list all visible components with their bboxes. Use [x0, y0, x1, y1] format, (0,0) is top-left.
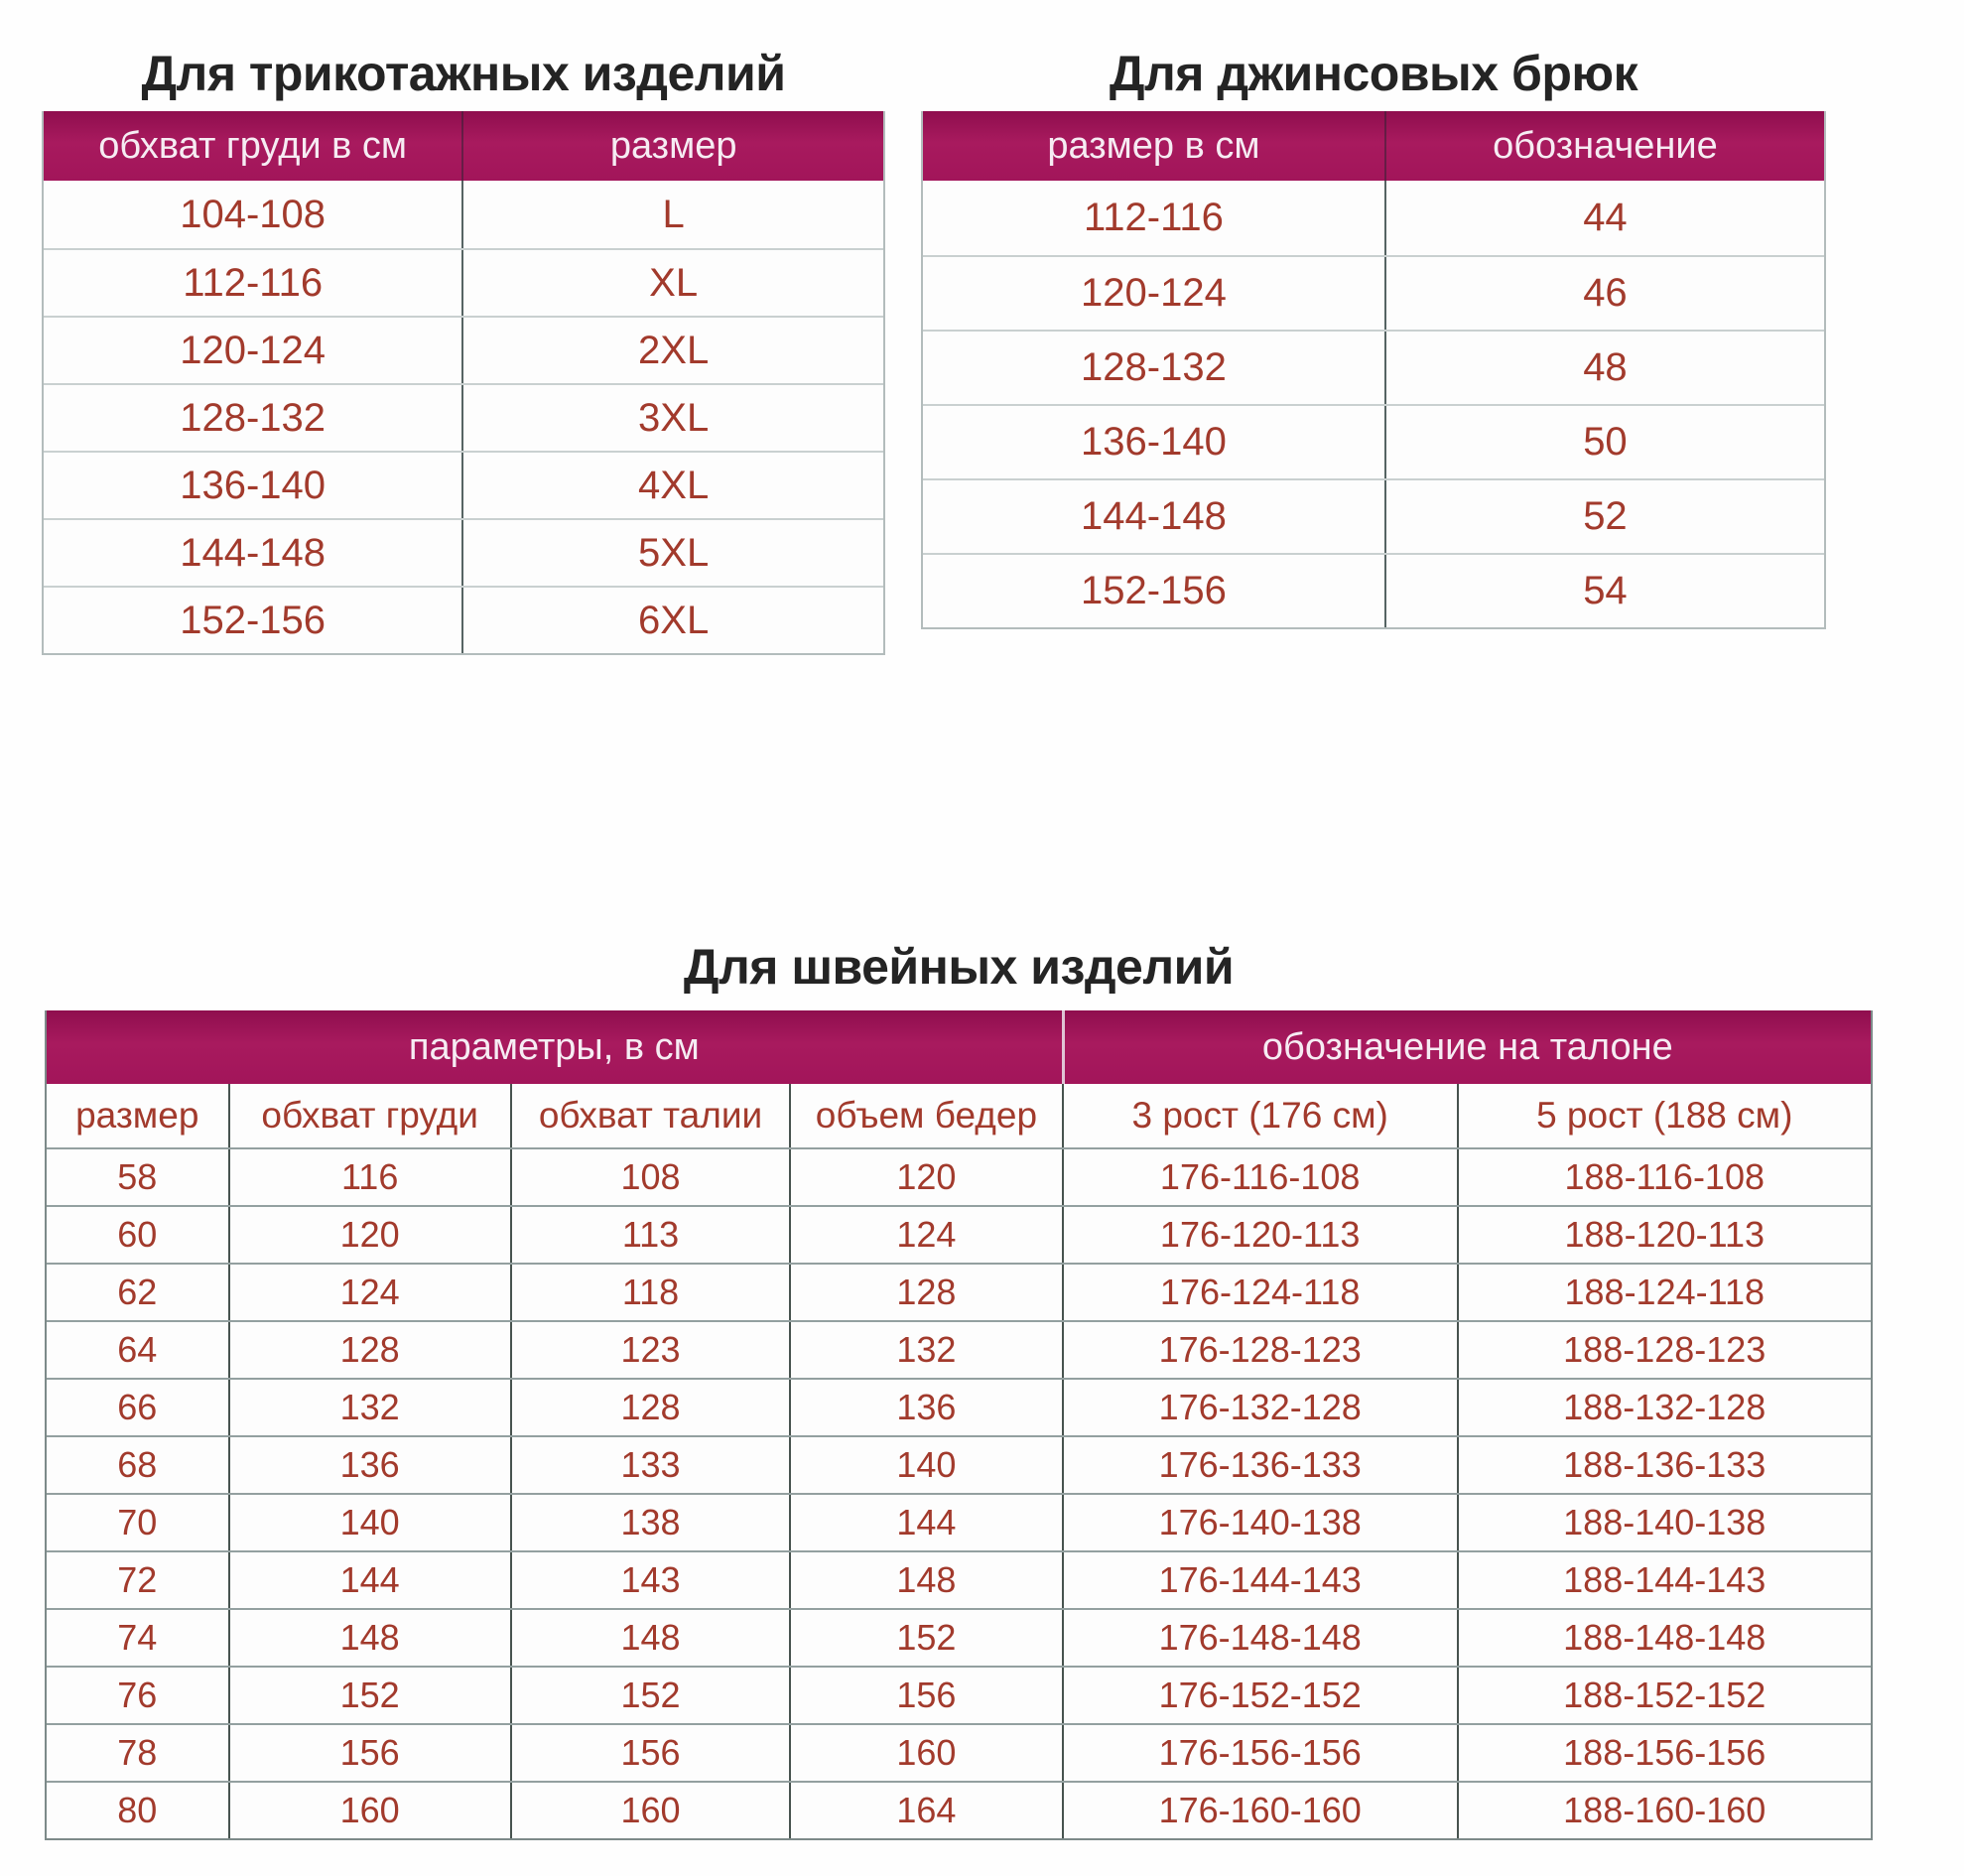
table-cell: 120-124 — [1081, 271, 1227, 315]
table-cell: 72 — [117, 1559, 158, 1600]
table-row — [923, 553, 1824, 627]
table-cell: 144-148 — [180, 530, 327, 575]
table-cell: 50 — [1384, 406, 1824, 478]
table-row — [47, 1608, 1871, 1666]
table-cell: 160 — [510, 1783, 789, 1838]
table-cell: 176-160-160 — [1062, 1783, 1457, 1838]
table-cell: 76 — [117, 1675, 158, 1715]
table-cell: 48 — [1384, 332, 1824, 404]
table-row — [44, 248, 883, 316]
table-cell: 4XL — [461, 453, 883, 518]
table-cell: XL — [461, 250, 883, 316]
table-row — [47, 1320, 1871, 1378]
table-cell: 2XL — [461, 318, 883, 383]
table-header-row — [44, 111, 883, 181]
table-row — [923, 255, 1824, 330]
column-header-height-188: 5 рост (188 см) — [1457, 1084, 1871, 1147]
table-cell: 176-136-133 — [1062, 1437, 1457, 1493]
table-cell: 80 — [117, 1790, 158, 1830]
table-row — [47, 1147, 1871, 1205]
group-header-designation: обозначение на талоне — [1062, 1010, 1871, 1084]
table-cell: 176-156-156 — [1062, 1725, 1457, 1781]
table-cell: 124 — [789, 1207, 1061, 1263]
table-cell: 152-156 — [180, 598, 327, 642]
table-cell: 176-148-148 — [1062, 1610, 1457, 1666]
table-cell: 113 — [510, 1207, 789, 1263]
group-header-parameters: параметры, в см — [408, 1025, 700, 1068]
table-cell: 60 — [117, 1214, 158, 1255]
sewing-size-table — [45, 1010, 1873, 1840]
table-cell: 188-136-133 — [1457, 1437, 1871, 1493]
table-cell: 152 — [510, 1668, 789, 1723]
table-cell: 116 — [228, 1149, 510, 1205]
table-row — [44, 518, 883, 586]
table-cell: 160 — [789, 1725, 1061, 1781]
table-cell: 136-140 — [1081, 420, 1227, 464]
table-cell: 176-140-138 — [1062, 1495, 1457, 1550]
table-cell: 152-156 — [1081, 569, 1227, 612]
table-cell: 133 — [510, 1437, 789, 1493]
table-group-header-row — [47, 1010, 1871, 1084]
table-cell: 176-132-128 — [1062, 1380, 1457, 1435]
table-row — [47, 1781, 1871, 1838]
table-row — [47, 1205, 1871, 1263]
table-body — [923, 181, 1824, 627]
jeans-table-title: Для джинсовых брюк — [1109, 46, 1638, 101]
table-cell: 108 — [510, 1149, 789, 1205]
table-cell: 176-120-113 — [1062, 1207, 1457, 1263]
table-cell: 120 — [228, 1207, 510, 1263]
table-cell: 144-148 — [1081, 494, 1227, 538]
table-cell: 188-140-138 — [1457, 1495, 1871, 1550]
table-cell: 144 — [789, 1495, 1061, 1550]
table-cell: 188-124-118 — [1457, 1265, 1871, 1320]
table-cell: 188-148-148 — [1457, 1610, 1871, 1666]
column-header-size: размер — [75, 1095, 199, 1136]
table-body — [47, 1147, 1871, 1838]
table-cell: 164 — [789, 1783, 1061, 1838]
table-cell: 44 — [1384, 181, 1824, 255]
table-cell: 176-116-108 — [1062, 1149, 1457, 1205]
table-cell: 66 — [117, 1387, 158, 1427]
table-cell: 6XL — [461, 588, 883, 653]
table-cell: 54 — [1384, 555, 1824, 627]
table-cell: 152 — [228, 1668, 510, 1723]
table-cell: 74 — [117, 1617, 158, 1658]
jeans-size-table — [921, 111, 1826, 629]
table-cell: 64 — [117, 1329, 158, 1370]
table-cell: 188-116-108 — [1457, 1149, 1871, 1205]
table-cell: 46 — [1384, 257, 1824, 330]
table-row — [44, 586, 883, 653]
table-cell: 143 — [510, 1552, 789, 1608]
table-cell: 176-128-123 — [1062, 1322, 1457, 1378]
column-header-size: размер — [461, 111, 883, 181]
table-row — [47, 1493, 1871, 1550]
knitwear-size-table — [42, 111, 885, 655]
knitwear-table-title: Для трикотажных изделий — [141, 46, 786, 101]
table-cell: 188-128-123 — [1457, 1322, 1871, 1378]
table-row — [923, 478, 1824, 553]
table-row — [923, 181, 1824, 255]
table-cell: 5XL — [461, 520, 883, 586]
table-cell: 120 — [789, 1149, 1061, 1205]
table-cell: 140 — [789, 1437, 1061, 1493]
table-row — [44, 383, 883, 451]
table-row — [47, 1435, 1871, 1493]
table-cell: 120-124 — [180, 328, 327, 372]
table-cell: 148 — [510, 1610, 789, 1666]
table-cell: 52 — [1384, 480, 1824, 553]
table-subheader-row — [47, 1084, 1871, 1147]
table-cell: 128 — [789, 1265, 1061, 1320]
table-cell: 188-132-128 — [1457, 1380, 1871, 1435]
table-row — [47, 1723, 1871, 1781]
table-cell: 124 — [228, 1265, 510, 1320]
table-row — [44, 451, 883, 518]
table-cell: 140 — [228, 1495, 510, 1550]
table-row — [923, 404, 1824, 478]
table-cell: 112-116 — [1084, 196, 1224, 239]
table-cell: 148 — [228, 1610, 510, 1666]
table-cell: 156 — [228, 1725, 510, 1781]
table-cell: 176-152-152 — [1062, 1668, 1457, 1723]
table-row — [923, 330, 1824, 404]
table-cell: 58 — [117, 1156, 158, 1197]
table-cell: 188-120-113 — [1457, 1207, 1871, 1263]
table-cell: 132 — [228, 1380, 510, 1435]
table-cell: 128 — [228, 1322, 510, 1378]
table-cell: 62 — [117, 1272, 158, 1312]
table-cell: 176-144-143 — [1062, 1552, 1457, 1608]
table-cell: 188-152-152 — [1457, 1668, 1871, 1723]
table-cell: 188-160-160 — [1457, 1783, 1871, 1838]
table-cell: 188-156-156 — [1457, 1725, 1871, 1781]
table-cell: 132 — [789, 1322, 1061, 1378]
table-cell: 118 — [510, 1265, 789, 1320]
knitwear-size-section — [42, 44, 885, 655]
table-cell: 128-132 — [180, 395, 327, 440]
table-cell: 128-132 — [1081, 345, 1227, 389]
sewing-size-section — [45, 937, 1873, 1840]
table-cell: 136 — [789, 1380, 1061, 1435]
table-cell: 188-144-143 — [1457, 1552, 1871, 1608]
table-cell: 3XL — [461, 385, 883, 451]
table-cell: 78 — [117, 1732, 158, 1773]
sewing-table-title: Для швейных изделий — [683, 939, 1235, 995]
table-row — [47, 1378, 1871, 1435]
column-header-size-cm: размер в см — [1047, 124, 1260, 167]
table-cell: 128 — [510, 1380, 789, 1435]
table-header-row — [923, 111, 1824, 181]
table-cell: 136-140 — [180, 463, 327, 507]
jeans-size-section — [921, 44, 1826, 629]
table-cell: 144 — [228, 1552, 510, 1608]
table-row — [47, 1666, 1871, 1723]
table-cell: 123 — [510, 1322, 789, 1378]
table-cell: 152 — [789, 1610, 1061, 1666]
column-header-designation: обозначение — [1384, 111, 1824, 181]
table-cell: 112-116 — [183, 260, 324, 305]
column-header-chest: обхват груди — [228, 1084, 510, 1147]
table-row — [47, 1550, 1871, 1608]
table-cell: 156 — [789, 1668, 1061, 1723]
table-cell: L — [461, 181, 883, 248]
table-row — [47, 1263, 1871, 1320]
table-body — [44, 181, 883, 653]
table-cell: 176-124-118 — [1062, 1265, 1457, 1320]
table-cell: 156 — [510, 1725, 789, 1781]
table-cell: 138 — [510, 1495, 789, 1550]
table-row — [44, 181, 883, 248]
table-cell: 148 — [789, 1552, 1061, 1608]
column-header-waist: обхват талии — [510, 1084, 789, 1147]
table-cell: 68 — [117, 1444, 158, 1485]
table-cell: 70 — [117, 1502, 158, 1542]
table-cell: 104-108 — [180, 192, 327, 236]
table-cell: 160 — [228, 1783, 510, 1838]
column-header-hips: объем бедер — [789, 1084, 1061, 1147]
table-row — [44, 316, 883, 383]
table-cell: 136 — [228, 1437, 510, 1493]
column-header-height-176: 3 рост (176 см) — [1062, 1084, 1457, 1147]
column-header-chest: обхват груди в см — [98, 124, 408, 167]
